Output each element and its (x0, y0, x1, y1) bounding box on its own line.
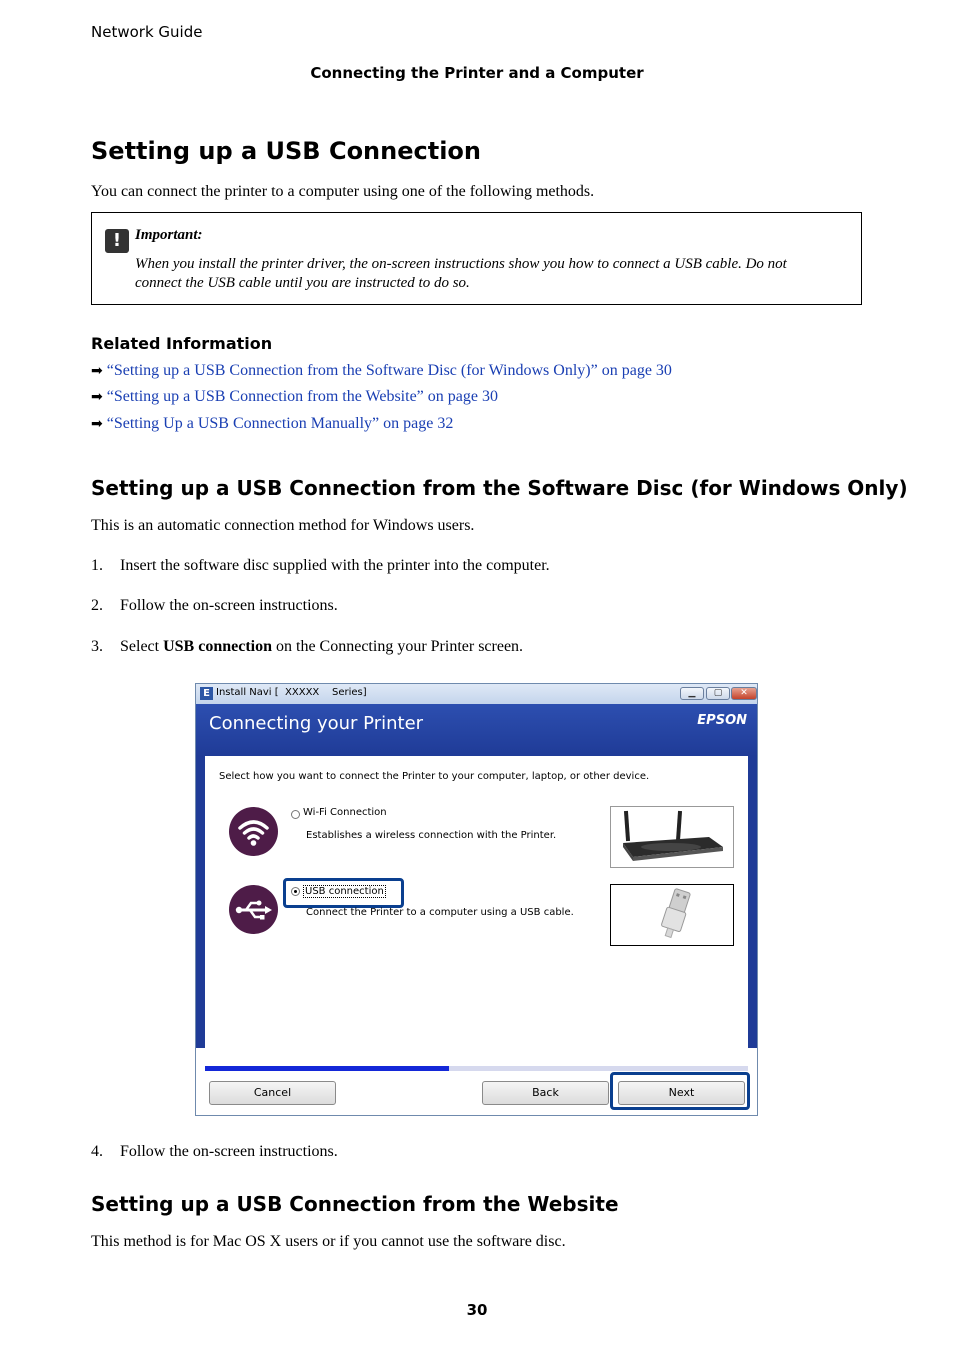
progress-fill (205, 1066, 449, 1071)
important-title: Important: (135, 227, 203, 243)
usb-connection-radio[interactable] (291, 887, 300, 896)
section-title-software-disc: Setting up a USB Connection from the Software Disc (for Windows Only) (91, 476, 908, 500)
section-intro: You can connect the printer to a computer using one of the following methods. (91, 183, 595, 200)
section-title-website: Setting up a USB Connection from the Website (91, 1192, 619, 1216)
minimize-button[interactable]: ▁ (680, 687, 704, 700)
usb-cable-image (610, 884, 734, 946)
related-link-manually[interactable]: ➡ “Setting Up a USB Connection Manually” on page 32 (91, 415, 454, 432)
usb-connection-description: Connect the Printer to a computer using a USB cable. (306, 907, 574, 918)
back-button[interactable]: Back (482, 1081, 609, 1105)
maximize-button[interactable]: ▢ (706, 687, 730, 700)
step-4: 4. Follow the on-screen instructions. (91, 1143, 338, 1160)
dialog-title-bar (196, 684, 757, 704)
app-icon: E (200, 687, 213, 700)
related-link-software-disc[interactable]: ➡ “Setting up a USB Connection from the Software Disc (for Windows Only)” on page 30 (91, 362, 672, 379)
wifi-connection-description: Establishes a wireless connection with the Printer. (306, 830, 557, 841)
wifi-connection-label[interactable]: Wi-Fi Connection (303, 807, 387, 818)
arrow-right-icon: ➡ (91, 416, 103, 432)
section-intro: This method is for Mac OS X users or if you cannot use the software disc. (91, 1233, 566, 1250)
epson-logo: EPSON (697, 713, 747, 728)
usb-icon (229, 885, 278, 934)
dialog-header-title: Connecting your Printer (209, 713, 424, 734)
section-intro: This is an automatic connection method for Windows users. (91, 517, 475, 534)
section-title-usb-connection: Setting up a USB Connection (91, 137, 481, 165)
close-button[interactable]: ✕ (731, 687, 757, 700)
arrow-right-icon: ➡ (91, 363, 103, 379)
arrow-right-icon: ➡ (91, 389, 103, 405)
related-information-title: Related Information (91, 334, 273, 353)
wireless-router-image (610, 806, 734, 868)
important-text: When you install the printer driver, the on-screen instructions show you how to connect a USB cable. Do not connect the USB cable until you are instructed to do so. (135, 256, 787, 291)
dialog-right-rail (748, 756, 757, 1048)
connection-prompt: Select how you want to connect the Printer to your computer, laptop, or other device. (219, 771, 650, 782)
step-1: 1. Insert the software disc supplied with the printer into the computer. (91, 557, 550, 574)
install-navi-dialog (195, 683, 758, 1116)
page-number: 30 (466, 1301, 488, 1319)
dialog-left-rail (196, 756, 205, 1048)
step-3: 3. Select USB connection on the Connecting your Printer screen. (91, 638, 524, 655)
related-link-website[interactable]: ➡ “Setting up a USB Connection from the Website” on page 30 (91, 388, 498, 405)
next-button[interactable]: Next (618, 1081, 745, 1105)
usb-connection-label[interactable]: USB connection (305, 886, 384, 897)
step-2: 2. Follow the on-screen instructions. (91, 597, 338, 614)
important-note-box (91, 212, 862, 305)
wifi-connection-radio[interactable] (291, 810, 300, 819)
dialog-window-title: Install Navi [ XXXXX Series] (216, 687, 367, 698)
cancel-button[interactable]: Cancel (209, 1081, 336, 1105)
exclamation-icon: ! (105, 229, 129, 253)
chapter-heading: Connecting the Printer and a Computer (310, 64, 644, 82)
wifi-icon (229, 807, 278, 856)
running-head: Network Guide (91, 23, 203, 41)
dialog-header (196, 704, 757, 756)
